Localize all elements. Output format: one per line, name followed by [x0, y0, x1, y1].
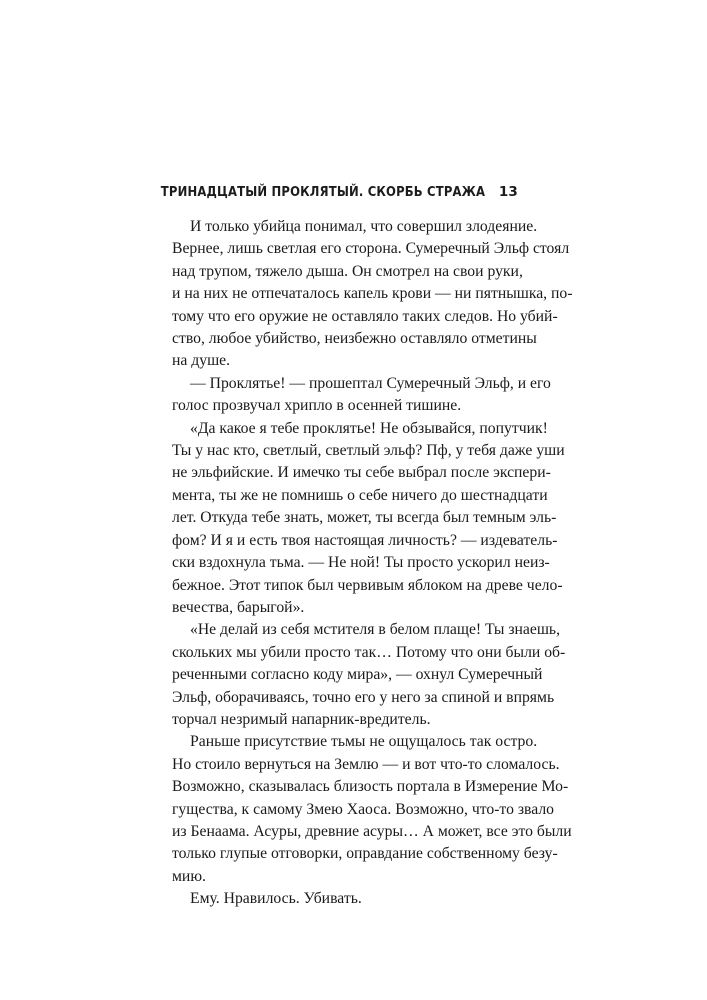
text-line: и на них не отпечаталось капель крови — ни пятнышка, по- — [172, 285, 573, 303]
text-line: Ты у нас кто, светлый, светлый эльф? Пф, у тебя даже уши — [172, 442, 565, 460]
text-line: — Проклятье! — прошептал Сумеречный Эльф, и его — [190, 374, 551, 392]
text-line: мента, ты же не помнишь о себе ничего до шестнадцати — [172, 486, 548, 504]
text-line: Эльф, оборачиваясь, точно его у него за спиной и впрямь — [172, 688, 555, 706]
text-line: мию. — [172, 867, 206, 885]
text-line: ство, любое убийство, неизбежно оставляло отметины — [172, 330, 537, 348]
paragraph — [172, 216, 573, 373]
text-line: голос прозвучал хрипло в осенней тишине. — [172, 397, 462, 415]
text-line: Возможно, сказывалась близость портала в Измерение Мо- — [172, 778, 569, 796]
paragraph — [172, 619, 566, 731]
text-line: Ему. Нравилось. Убивать. — [190, 890, 362, 908]
text-line: Вернее, лишь светлая его сторона. Сумеречный Эльф стоял — [172, 240, 570, 258]
text-line: гущества, к самому Змею Хаоса. Возможно, что-то звало — [172, 800, 555, 818]
page-number: 13 — [498, 184, 518, 200]
paragraph — [172, 418, 565, 620]
paragraph — [172, 731, 572, 888]
text-line: реченными согласно коду мира», — охнул Сумеречный — [172, 666, 543, 684]
text-line: скольких мы убили просто так… Потому что они были об- — [172, 643, 566, 661]
text-line: торчал незримый напарник-вредитель. — [172, 710, 431, 728]
running-head-title: ТРИНАДЦАТЫЙ ПРОКЛЯТЫЙ. СКОРБЬ СТРАЖА — [160, 184, 485, 200]
text-line: «Не делай из себя мстителя в белом плаще! Ты знаешь, — [190, 621, 560, 639]
paragraph — [172, 373, 551, 418]
text-line: только глупые отговорки, оправдание собственному безу- — [172, 845, 558, 863]
text-line: вечества, барыгой». — [172, 598, 305, 616]
text-line: Раньше присутствие тьмы не ощущалось так остро. — [190, 733, 538, 751]
text-line: фом? И я и есть твоя настоящая личность? — издеватель- — [172, 531, 558, 549]
text-line: тому что его оружие не оставляло таких следов. Но убий- — [172, 307, 558, 325]
text-line: не эльфийские. И имечко ты себе выбрал после экспери- — [172, 464, 551, 482]
text-line: ски вздохнула тьма. — Не ной! Ты просто ускорил неиз- — [172, 554, 550, 572]
running-head — [160, 184, 518, 200]
text-line: И только убийца понимал, что совершил злодеяние. — [190, 218, 538, 235]
text-line: «Да какое я тебе проклятье! Не обзывайся, попутчик! — [190, 419, 548, 437]
text-line: из Бенаама. Асуры, древние асуры… А может, все это были — [172, 822, 572, 840]
body-text — [172, 216, 573, 911]
text-line: на душе. — [172, 352, 231, 370]
text-line: над трупом, тяжело дыша. Он смотрел на свои руки, — [172, 262, 523, 280]
paragraph — [172, 888, 518, 910]
text-line: Но стоило вернуться на Землю — и вот что-то сломалось. — [172, 755, 560, 773]
text-line: лет. Откуда тебе знать, может, ты всегда был темным эль- — [172, 509, 557, 527]
text-line: бежное. Этот типок был червивым яблоком на древе чело- — [172, 576, 563, 594]
